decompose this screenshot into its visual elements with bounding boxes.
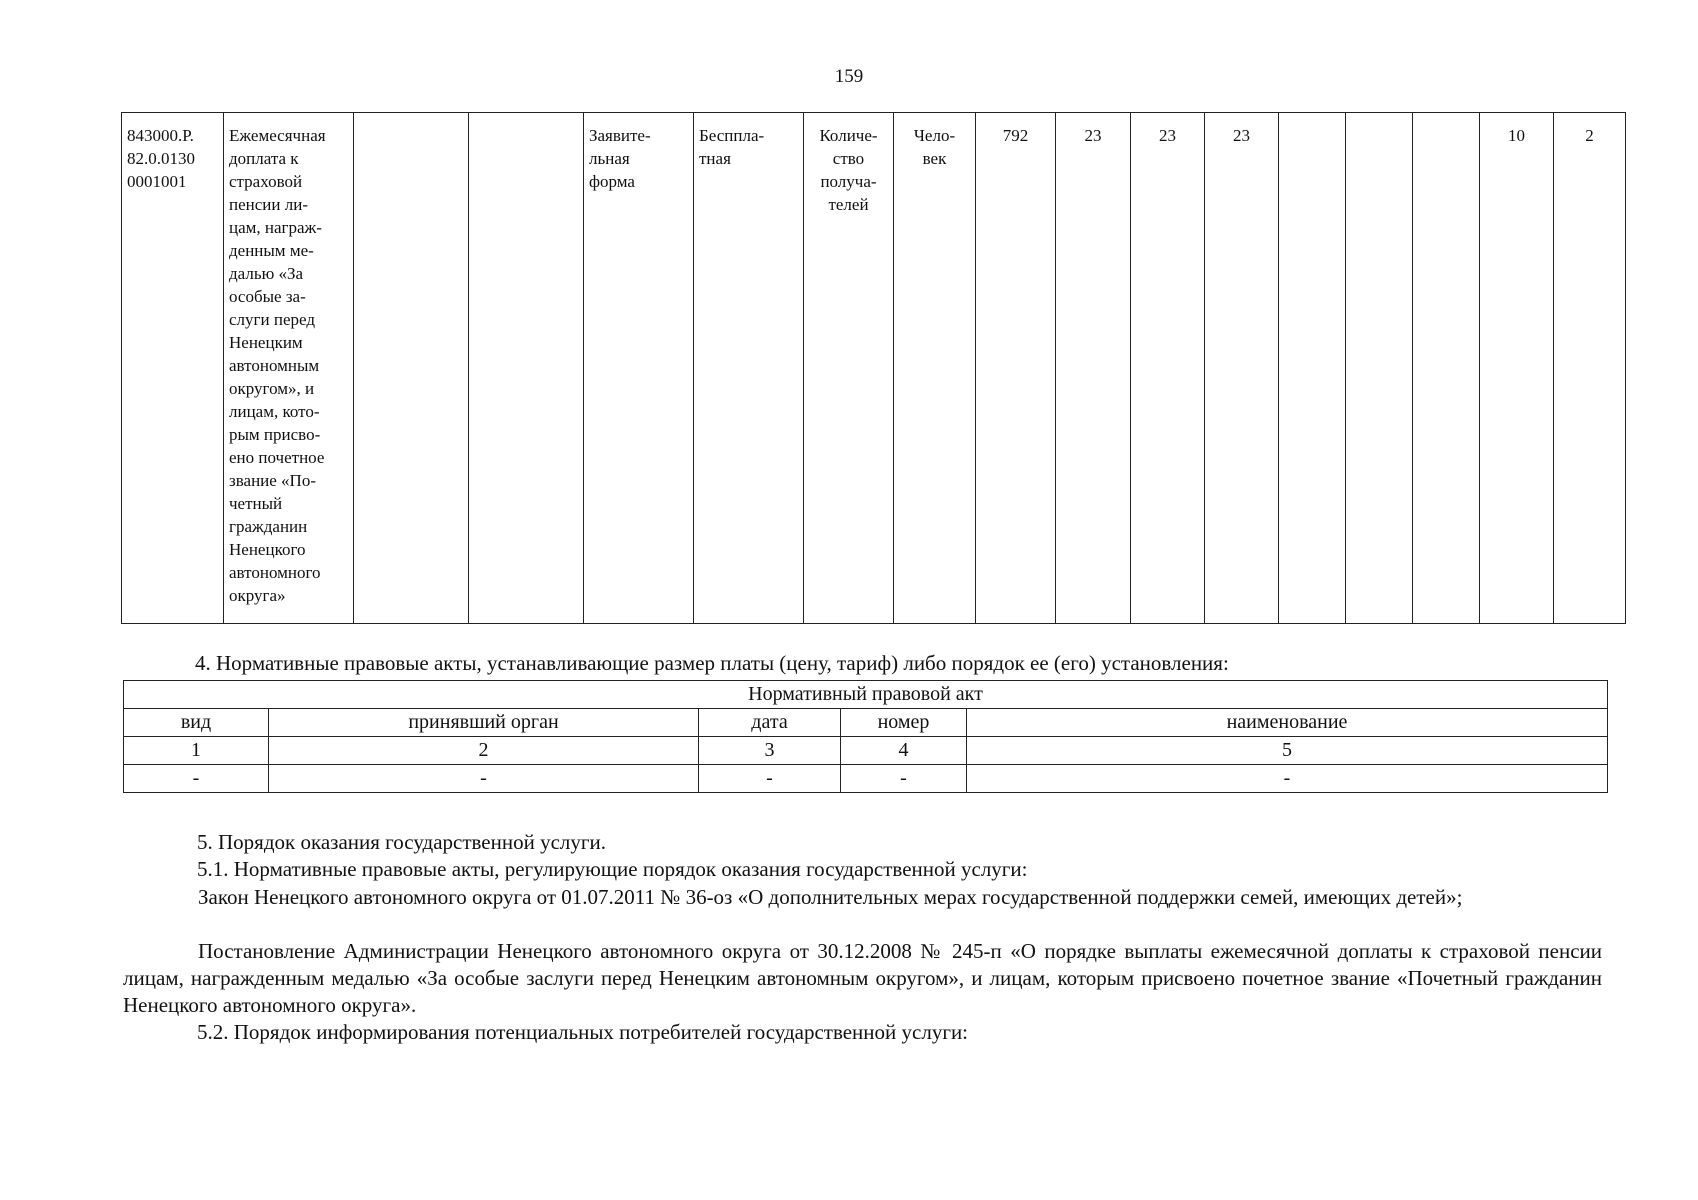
service-name: Ежемесячная доплата к страховой пенсии ли- цам, награж- денным ме- далью «За особые за- слуги перед Ненецким автономным округом», и лицам, кото- рым присво- ено почетное звание «По- четный гражданин Ненецкого автономного округа»	[224, 113, 354, 624]
table-cell-empty	[354, 113, 469, 624]
value-cell	[1279, 113, 1346, 624]
table-header-row	[124, 709, 1608, 737]
service-payment: Бесппла- тная	[694, 113, 804, 624]
section-5-1-heading: 5.1. Нормативные правовые акты, регулирующие порядок оказания государственной услуги:	[197, 857, 1028, 881]
service-form: Заявите- льная форма	[584, 113, 694, 624]
table-row	[124, 681, 1608, 709]
section-4-heading: 4. Нормативные правовые акты, устанавливающие размер платы (цену, тариф) либо порядок ее (его) установления:	[195, 651, 1229, 675]
law-paragraph-1: Закон Ненецкого автономного округа от 01.07.2011 № 36-оз «О дополнительных мерах государственной поддержки семей, имеющих детей»;	[198, 885, 1463, 909]
indicator-name: Количе- ство получа- телей	[804, 113, 894, 624]
table-row	[124, 737, 1608, 765]
okei-code: 792	[976, 113, 1056, 624]
value-cell	[1346, 113, 1413, 624]
table-cell: -	[967, 765, 1608, 793]
column-header: наименование	[967, 709, 1608, 737]
column-number: 3	[699, 737, 841, 765]
column-header: принявший орган	[269, 709, 699, 737]
service-code: 843000.Р. 82.0.0130 0001001	[122, 113, 224, 624]
table-cell: -	[269, 765, 699, 793]
column-number: 5	[967, 737, 1608, 765]
page-number: 159	[834, 66, 864, 87]
table-row	[122, 113, 1626, 624]
column-header: номер	[841, 709, 967, 737]
normative-acts-table	[123, 680, 1608, 793]
unit-name: Чело- век	[894, 113, 976, 624]
column-number: 2	[269, 737, 699, 765]
table-cell-empty	[469, 113, 584, 624]
value-cell: 2	[1554, 113, 1626, 624]
law-paragraph-2: Постановление Администрации Ненецкого автономного округа от 30.12.2008 № 245-п «О порядке выплаты ежемесячной доплаты к страховой пенсии лицам, награжденным медалью «За особые заслуги перед Ненецким автономным округом», и лицам, которым присвоено почетное звание «Почетный гражданин Ненецкого автономного округа».	[123, 939, 1602, 1017]
table-cell: -	[699, 765, 841, 793]
table-row	[124, 765, 1608, 793]
table-cell: -	[841, 765, 967, 793]
value-cell: 23	[1056, 113, 1131, 624]
table-cell: -	[124, 765, 269, 793]
value-cell: 10	[1480, 113, 1554, 624]
column-number: 1	[124, 737, 269, 765]
value-cell: 23	[1131, 113, 1205, 624]
service-volume-table	[121, 112, 1626, 624]
section-5-title: 5. Порядок оказания государственной услуги.	[197, 830, 606, 854]
section-5-2-heading: 5.2. Порядок информирования потенциальных потребителей государственной услуги:	[197, 1020, 969, 1044]
column-header: дата	[699, 709, 841, 737]
column-header: вид	[124, 709, 269, 737]
value-cell	[1413, 113, 1480, 624]
value-cell: 23	[1205, 113, 1279, 624]
table-title: Нормативный правовой акт	[124, 681, 1608, 709]
column-number: 4	[841, 737, 967, 765]
